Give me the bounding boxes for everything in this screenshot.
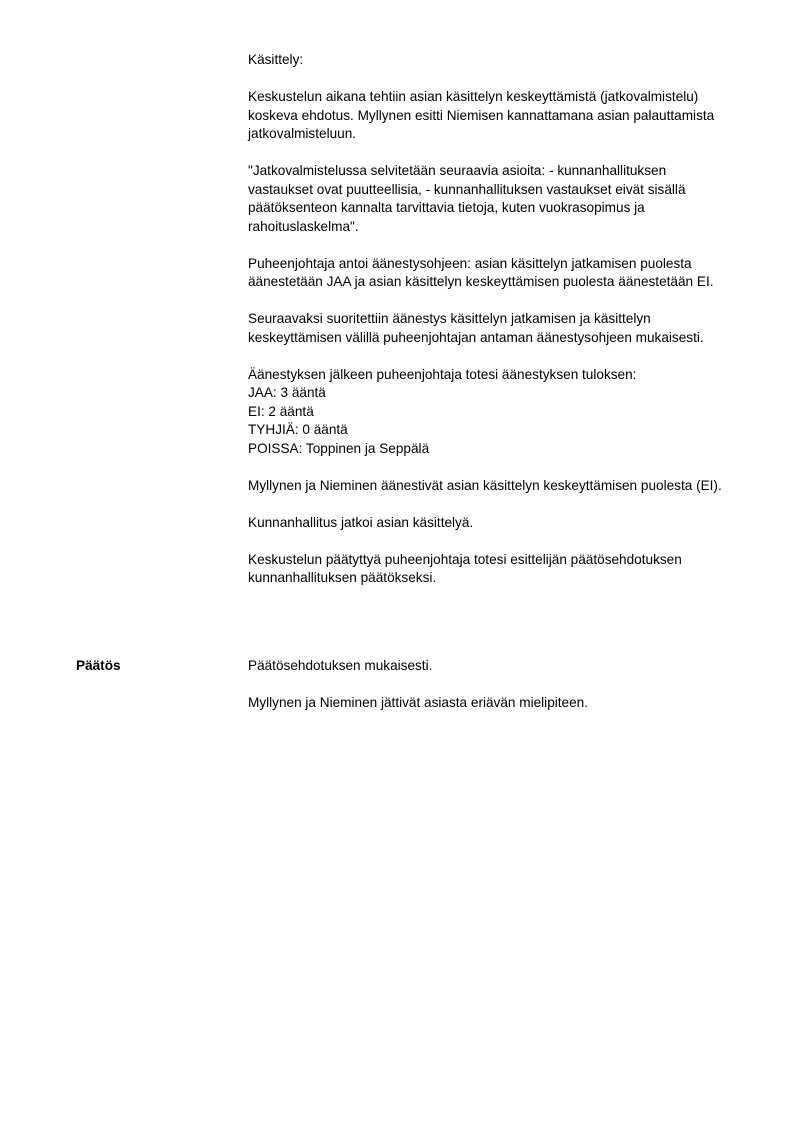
paragraph-conclusion: Keskustelun päätyttyä puheenjohtaja totesi esittelijän päätösehdotuksen kunnanhallituksen päätökseksi. [248,551,682,585]
paragraph-vote-conducted: Seuraavaksi suoritettiin äänestys käsittelyn jatkamisen ja käsittelyn keskeyttämisen välillä puheenjohtajan antaman äänestysohjeen mukaisesti. [248,311,704,345]
decision-dissent-note: Myllynen ja Nieminen jättivät asiasta eriävän mielipiteen. [248,695,589,710]
paragraph-minority-vote: Myllynen ja Nieminen äänestivät asian käsittelyn keskeyttämisen puolesta (EI). [248,477,722,493]
paragraph-voting-instruction: Puheenjohtaja antoi äänestysohjeen: asian käsittelyn jatkamisen puolesta äänestetään JAA ja asian käsittelyn keskeyttämisen puolesta äänestetään EI. [248,255,714,289]
vote-results-intro: Äänestyksen jälkeen puheenjohtaja totesi äänestyksen tuloksen: [248,366,637,382]
decision-text: Päätösehdotuksen mukaisesti. [248,658,433,673]
decision-section [248,657,728,731]
vote-ei: EI: 2 ääntä [248,403,314,419]
vote-jaa: JAA: 3 ääntä [248,385,326,400]
processing-section [248,51,728,606]
vote-results [248,366,728,459]
paragraph-proposal: Keskustelun aikana tehtiin asian käsittelyn keskeyttämistä (jatkovalmistelu) koskeva ehdotus. Myllynen esitti Niemisen kannattamana asian palauttamista jatkovalmisteluun. [248,89,715,141]
vote-tyhjia: TYHJIÄ: 0 ääntä [248,422,348,437]
paragraph-continued: Kunnanhallitus jatkoi asian käsittelyä. [248,514,474,530]
section-heading: Käsittely: [248,52,304,67]
paragraph-quote: "Jatkovalmistelussa selvitetään seuraavia asioita: - kunnanhallituksen vastaukset ovat puutteellisia, - kunnanhallituksen vastaukset eivät sisällä päätöksenteon kannalta tarvittavia tietoja, kuten vuokrasopimus ja rahoituslaskelma". [248,163,686,234]
vote-poissa: POISSA: Toppinen ja Seppälä [248,440,430,456]
decision-label: Päätös [76,658,121,673]
